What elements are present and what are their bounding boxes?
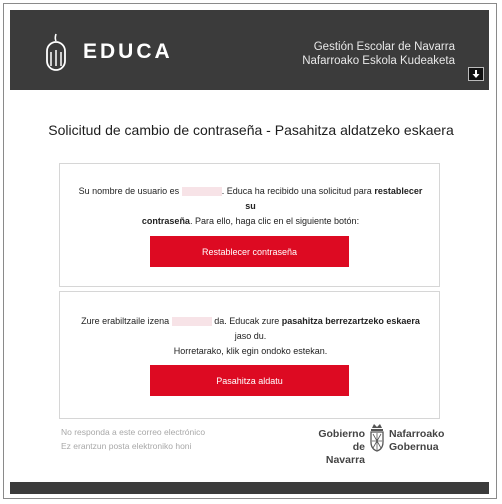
basque-text-a: Zure erabiltzaile izena (81, 316, 170, 326)
basque-text-b: da. Educak zure (214, 316, 280, 326)
gov-es-line2: de Navarra (325, 441, 365, 466)
spanish-section (59, 163, 440, 287)
educa-logo-icon (42, 32, 70, 72)
no-reply-note (61, 425, 205, 453)
navarra-crest-icon (369, 422, 385, 452)
spanish-bold-1: restablecer su (245, 186, 423, 211)
header-subtitle-eu: Nafarroako Eskola Kudeaketa (302, 55, 455, 67)
page-title: Solicitud de cambio de contraseña - Pasahitza aldatzeko eskaera (48, 122, 454, 138)
spanish-text-a: Su nombre de usuario es (78, 186, 180, 196)
redacted-username (172, 317, 212, 326)
spanish-text-b: . Educa ha recibido una solicitud para (221, 186, 372, 196)
gov-name-eu (389, 428, 444, 454)
gov-eu-line1: Nafarroako (389, 428, 445, 440)
no-reply-eu: Ez erantzun posta elektroniko honi (61, 441, 192, 451)
header-subtitle-es: Gestión Escolar de Navarra (313, 41, 455, 53)
brand-name: EDUCA (83, 40, 173, 63)
basque-text-c: jaso du. (234, 331, 267, 341)
spanish-text-c: . Para ello, haga clic en el siguiente botón: (189, 216, 360, 226)
spanish-bold-2: contraseña (141, 216, 190, 226)
header-subtitle (302, 40, 455, 68)
basque-message (74, 314, 427, 359)
footer-bar (10, 482, 489, 494)
header-banner (10, 10, 489, 90)
download-button[interactable] (468, 67, 484, 81)
redacted-username (182, 187, 222, 196)
change-password-button[interactable]: Pasahitza aldatu (150, 365, 349, 396)
gobierno-navarra-logo (315, 422, 450, 466)
gov-es-line1: Gobierno (318, 428, 365, 440)
reset-password-button[interactable]: Restablecer contraseña (150, 236, 349, 267)
basque-bold: pasahitza berrezartzeko eskaera (281, 316, 420, 326)
no-reply-es: No responda a este correo electrónico (61, 427, 206, 437)
gov-name-es (315, 428, 365, 467)
gov-eu-line2: Gobernua (389, 441, 439, 453)
arrow-down-icon (472, 70, 480, 78)
basque-section (59, 291, 440, 419)
spanish-message (74, 184, 427, 229)
basque-text-d: Horretarako, klik egin ondoko estekan. (173, 346, 328, 356)
